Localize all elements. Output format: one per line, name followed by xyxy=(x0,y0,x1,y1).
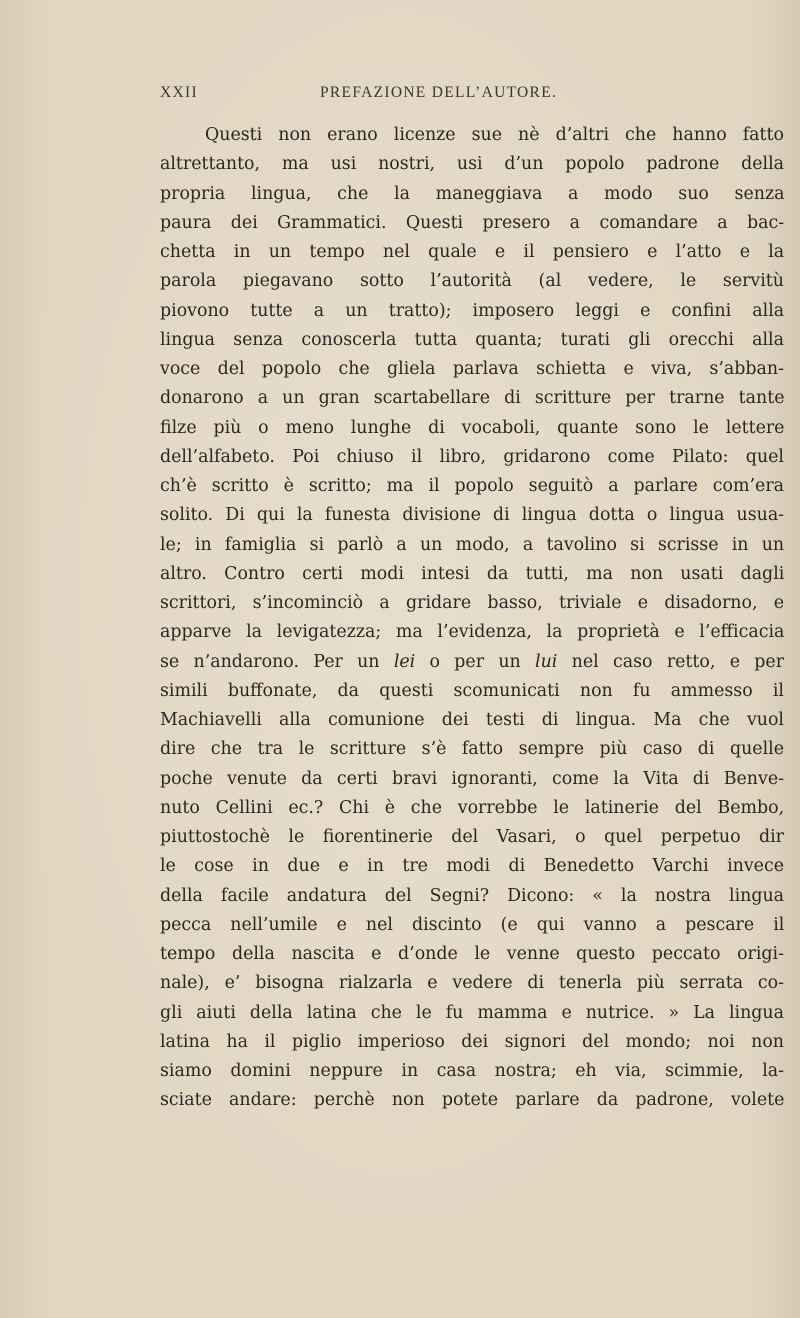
text-line: simili buffonate, da questi scomunicati non fu ammesso il xyxy=(160,680,784,701)
text-line: Machiavelli alla comunione dei testi di lingua. Ma che vuol xyxy=(160,710,784,730)
text-line: nuto Cellini ec.? Chi è che vorrebbe le latinerie del Bembo, xyxy=(160,797,785,818)
text-line: latina ha il piglio imperioso dei signori del mondo; noi non xyxy=(160,1031,784,1052)
text-line: donarono a un gran scartabellare di scritture per trarne tante xyxy=(160,388,785,409)
text-line: paura dei Grammatici. Questi presero a comandare a bac- xyxy=(160,212,785,233)
text-line: propria lingua, che la maneggiava a modo suo senza xyxy=(160,183,785,204)
text-line: apparve la levigatezza; ma l’evidenza, la proprietà e l’efficacia xyxy=(160,622,785,643)
body-paragraph xyxy=(160,121,784,1116)
text-segment: o per un xyxy=(415,651,536,672)
italic-word: lui xyxy=(535,651,558,672)
text-line: piovono tutte a un tratto); imposero leggi e confini alla xyxy=(160,300,785,321)
text-line: nale), e’ bisogna rialzarla e vedere di tenerla più serrata co- xyxy=(160,973,784,994)
text-line: piuttostochè le fiorentinerie del Vasari, o quel perpetuo dir xyxy=(160,827,784,847)
text-line: altro. Contro certi modi intesi da tutti, ma non usati dagli xyxy=(160,563,785,584)
text-line: della facile andatura del Segni? Dicono: « la nostra lingua xyxy=(160,885,785,906)
text-segment: se n’andarono. Per un xyxy=(160,651,394,672)
text-line: pecca nell’umile e nel discinto (e qui vanno a pescare il xyxy=(160,914,785,935)
text-line: parola piegavano sotto l’autorità (al vedere, le servitù xyxy=(160,271,784,292)
text-line: tempo della nascita e d’onde le venne questo peccato origi- xyxy=(160,944,784,964)
italic-word: lei xyxy=(393,651,416,672)
text-line: le; in famiglia si parlò a un modo, a tavolino si scrisse in un xyxy=(160,534,785,555)
text-line-with-italics xyxy=(160,648,784,677)
text-line: Questi non erano licenze sue nè d’altri che hanno fatto xyxy=(205,125,784,145)
text-line: gli aiuti della latina che le fu mamma e nutrice. » La lingua xyxy=(160,1002,784,1023)
text-line: altrettanto, ma usi nostri, usi d’un popolo padrone della xyxy=(160,154,784,175)
text-line: scrittori, s’incominciò a gridare basso, triviale e disadorno, e xyxy=(160,593,785,613)
page-header xyxy=(160,84,640,110)
text-line: poche venute da certi bravi ignoranti, come la Vita di Benve- xyxy=(160,768,784,789)
text-line: ch’è scritto è scritto; ma il popolo seguitò a parlare com’era xyxy=(160,476,784,496)
text-line: filze più o meno lunghe di vocaboli, quante sono le lettere xyxy=(160,417,785,438)
text-line: chetta in un tempo nel quale e il pensiero e l’atto e la xyxy=(160,242,785,262)
text-line: voce del popolo che gliela parlava schietta e viva, s’abban- xyxy=(160,359,784,379)
text-line: dire che tra le scritture s’è fatto sempre più caso di quelle xyxy=(160,739,784,760)
text-line: lingua senza conoscerla tutta quanta; turati gli orecchi alla xyxy=(160,329,784,350)
text-line: sciate andare: perchè non potete parlare da padrone, volete xyxy=(160,1090,785,1111)
text-segment: nel caso retto, e per xyxy=(557,651,785,672)
running-head: PREFAZIONE DELL’AUTORE. xyxy=(320,84,558,101)
text-line: solito. Di qui la funesta divisione di lingua dotta o lingua usua- xyxy=(160,505,785,526)
text-line: le cose in due e in tre modi di Benedetto Varchi invece xyxy=(160,856,784,877)
text-line: siamo domini neppure in casa nostra; eh via, scimmie, la- xyxy=(160,1061,785,1081)
text-line: dell’alfabeto. Poi chiuso il libro, gridarono come Pilato: quel xyxy=(160,446,784,467)
page-number: XXII xyxy=(160,84,198,101)
